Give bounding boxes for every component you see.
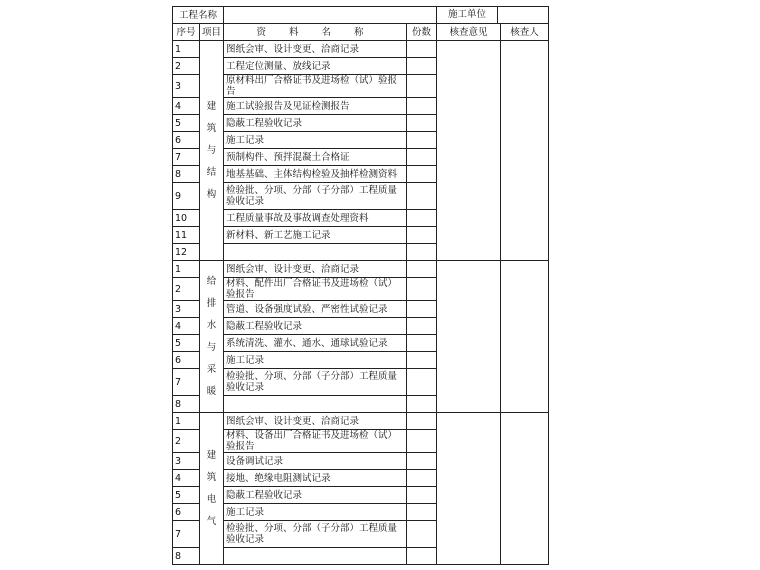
document-name: 材料、设备出厂合格证书及进场检（试）验报告 xyxy=(224,430,407,453)
col-header-reviewer: 核查人 xyxy=(501,24,549,41)
column-header-row xyxy=(173,24,549,41)
col-header-copies: 份数 xyxy=(407,24,437,41)
construction-unit-label: 施工单位 xyxy=(437,7,498,23)
col-header-seq: 序号 xyxy=(173,24,200,41)
copies-cell[interactable] xyxy=(407,352,437,369)
row-number: 7 xyxy=(173,521,200,548)
copies-cell[interactable] xyxy=(407,132,437,149)
category-char: 筑 xyxy=(206,122,217,134)
copies-cell[interactable] xyxy=(407,183,437,210)
row-number: 3 xyxy=(173,75,200,98)
copies-cell[interactable] xyxy=(407,453,437,470)
reviewer-cell[interactable] xyxy=(501,261,549,413)
document-name: 检验批、分项、分部（子分部）工程质量验收记录 xyxy=(224,369,407,396)
document-name xyxy=(224,396,407,413)
document-name: 施工记录 xyxy=(224,504,407,521)
copies-cell[interactable] xyxy=(407,396,437,413)
row-number: 8 xyxy=(173,396,200,413)
document-name: 施工记录 xyxy=(224,132,407,149)
document-name: 图纸会审、设计变更、洽商记录 xyxy=(224,413,407,430)
document-name: 原材料出厂合格证书及进场检（试）验报告 xyxy=(224,75,407,98)
row-number: 5 xyxy=(173,115,200,132)
document-name: 新材料、新工艺施工记录 xyxy=(224,227,407,244)
copies-cell[interactable] xyxy=(407,413,437,430)
document-name: 施工试验报告及见证检测报告 xyxy=(224,98,407,115)
category-char: 排 xyxy=(206,297,217,309)
copies-cell[interactable] xyxy=(407,430,437,453)
reviewer-cell[interactable] xyxy=(501,41,549,261)
document-name: 隐蔽工程验收记录 xyxy=(224,115,407,132)
document-name: 系统清洗、灌水、通水、通球试验记录 xyxy=(224,335,407,352)
document-name: 检验批、分项、分部（子分部）工程质量验收记录 xyxy=(224,183,407,210)
row-number: 5 xyxy=(173,335,200,352)
row-number: 2 xyxy=(173,58,200,75)
copies-cell[interactable] xyxy=(407,115,437,132)
project-name-label: 工程名称 xyxy=(173,7,224,24)
row-number: 7 xyxy=(173,149,200,166)
row-number: 1 xyxy=(173,41,200,58)
row-number: 2 xyxy=(173,430,200,453)
row-number: 2 xyxy=(173,278,200,301)
copies-cell[interactable] xyxy=(407,210,437,227)
row-number: 6 xyxy=(173,132,200,149)
row-number: 12 xyxy=(173,244,200,261)
review-opinion-cell[interactable] xyxy=(437,41,501,261)
document-name: 地基基础、主体结构检验及抽样检测资料 xyxy=(224,166,407,183)
copies-cell[interactable] xyxy=(407,470,437,487)
document-name: 管道、设备强度试验、严密性试验记录 xyxy=(224,301,407,318)
review-opinion-cell[interactable] xyxy=(437,413,501,565)
copies-cell[interactable] xyxy=(407,244,437,261)
document-name: 检验批、分项、分部（子分部）工程质量验收记录 xyxy=(224,521,407,548)
document-name: 隐蔽工程验收记录 xyxy=(224,487,407,504)
row-number: 1 xyxy=(173,413,200,430)
row-number: 3 xyxy=(173,453,200,470)
copies-cell[interactable] xyxy=(407,487,437,504)
row-number: 1 xyxy=(173,261,200,278)
document-name xyxy=(224,244,407,261)
document-name: 工程质量事故及事故调查处理资料 xyxy=(224,210,407,227)
document-name: 接地、绝缘电阻测试记录 xyxy=(224,470,407,487)
category-char: 结 xyxy=(206,166,217,178)
category-char: 电 xyxy=(206,493,217,505)
copies-cell[interactable] xyxy=(407,335,437,352)
row-number: 11 xyxy=(173,227,200,244)
category-char: 建 xyxy=(206,100,217,112)
project-name-value[interactable] xyxy=(224,7,437,24)
copies-cell[interactable] xyxy=(407,548,437,565)
category-char: 与 xyxy=(206,144,217,156)
document-name: 设备调试记录 xyxy=(224,453,407,470)
document-name: 预制构件、预拌混凝土合格证 xyxy=(224,149,407,166)
col-header-review: 核查意见 xyxy=(437,24,501,41)
document-name: 图纸会审、设计变更、洽商记录 xyxy=(224,261,407,278)
row-number: 4 xyxy=(173,318,200,335)
document-name xyxy=(224,548,407,565)
col-header-item: 项目 xyxy=(200,24,224,41)
header-row-project xyxy=(173,7,549,24)
copies-cell[interactable] xyxy=(407,301,437,318)
row-number: 4 xyxy=(173,470,200,487)
category-building-structure xyxy=(200,41,224,261)
row-number: 10 xyxy=(173,210,200,227)
copies-cell[interactable] xyxy=(407,261,437,278)
category-char: 建 xyxy=(206,449,217,461)
category-char: 气 xyxy=(206,515,217,527)
construction-unit-cell xyxy=(437,7,549,24)
row-number: 6 xyxy=(173,504,200,521)
copies-cell[interactable] xyxy=(407,318,437,335)
category-electrical xyxy=(200,413,224,565)
copies-cell[interactable] xyxy=(407,75,437,98)
row-number: 9 xyxy=(173,183,200,210)
row-number: 7 xyxy=(173,369,200,396)
col-header-doc-name: 资 料 名 称 xyxy=(224,24,407,41)
copies-cell[interactable] xyxy=(407,41,437,58)
copies-cell[interactable] xyxy=(407,98,437,115)
document-name: 施工记录 xyxy=(224,352,407,369)
document-name: 隐蔽工程验收记录 xyxy=(224,318,407,335)
row-number: 4 xyxy=(173,98,200,115)
copies-cell[interactable] xyxy=(407,149,437,166)
copies-cell[interactable] xyxy=(407,369,437,396)
document-checklist-table xyxy=(172,6,549,565)
copies-cell[interactable] xyxy=(407,504,437,521)
copies-cell[interactable] xyxy=(407,166,437,183)
row-number: 6 xyxy=(173,352,200,369)
category-char: 与 xyxy=(206,341,217,353)
reviewer-cell[interactable] xyxy=(501,413,549,565)
copies-cell[interactable] xyxy=(407,521,437,548)
copies-cell[interactable] xyxy=(407,278,437,301)
row-number: 8 xyxy=(173,548,200,565)
row-number: 3 xyxy=(173,301,200,318)
category-char: 构 xyxy=(206,188,217,200)
row-number: 5 xyxy=(173,487,200,504)
review-opinion-cell[interactable] xyxy=(437,261,501,413)
category-plumbing-heating xyxy=(200,261,224,413)
category-char: 采 xyxy=(206,363,217,375)
category-char: 筑 xyxy=(206,471,217,483)
document-name: 工程定位测量、放线记录 xyxy=(224,58,407,75)
copies-cell[interactable] xyxy=(407,58,437,75)
category-char: 暖 xyxy=(206,385,217,397)
table-row xyxy=(173,41,549,58)
category-char: 给 xyxy=(206,275,217,287)
document-name: 材料、配件出厂合格证书及进场检（试）验报告 xyxy=(224,278,407,301)
category-char: 水 xyxy=(206,319,217,331)
table-row xyxy=(173,261,549,278)
copies-cell[interactable] xyxy=(407,227,437,244)
row-number: 8 xyxy=(173,166,200,183)
table-row xyxy=(173,413,549,430)
document-name: 图纸会审、设计变更、洽商记录 xyxy=(224,41,407,58)
